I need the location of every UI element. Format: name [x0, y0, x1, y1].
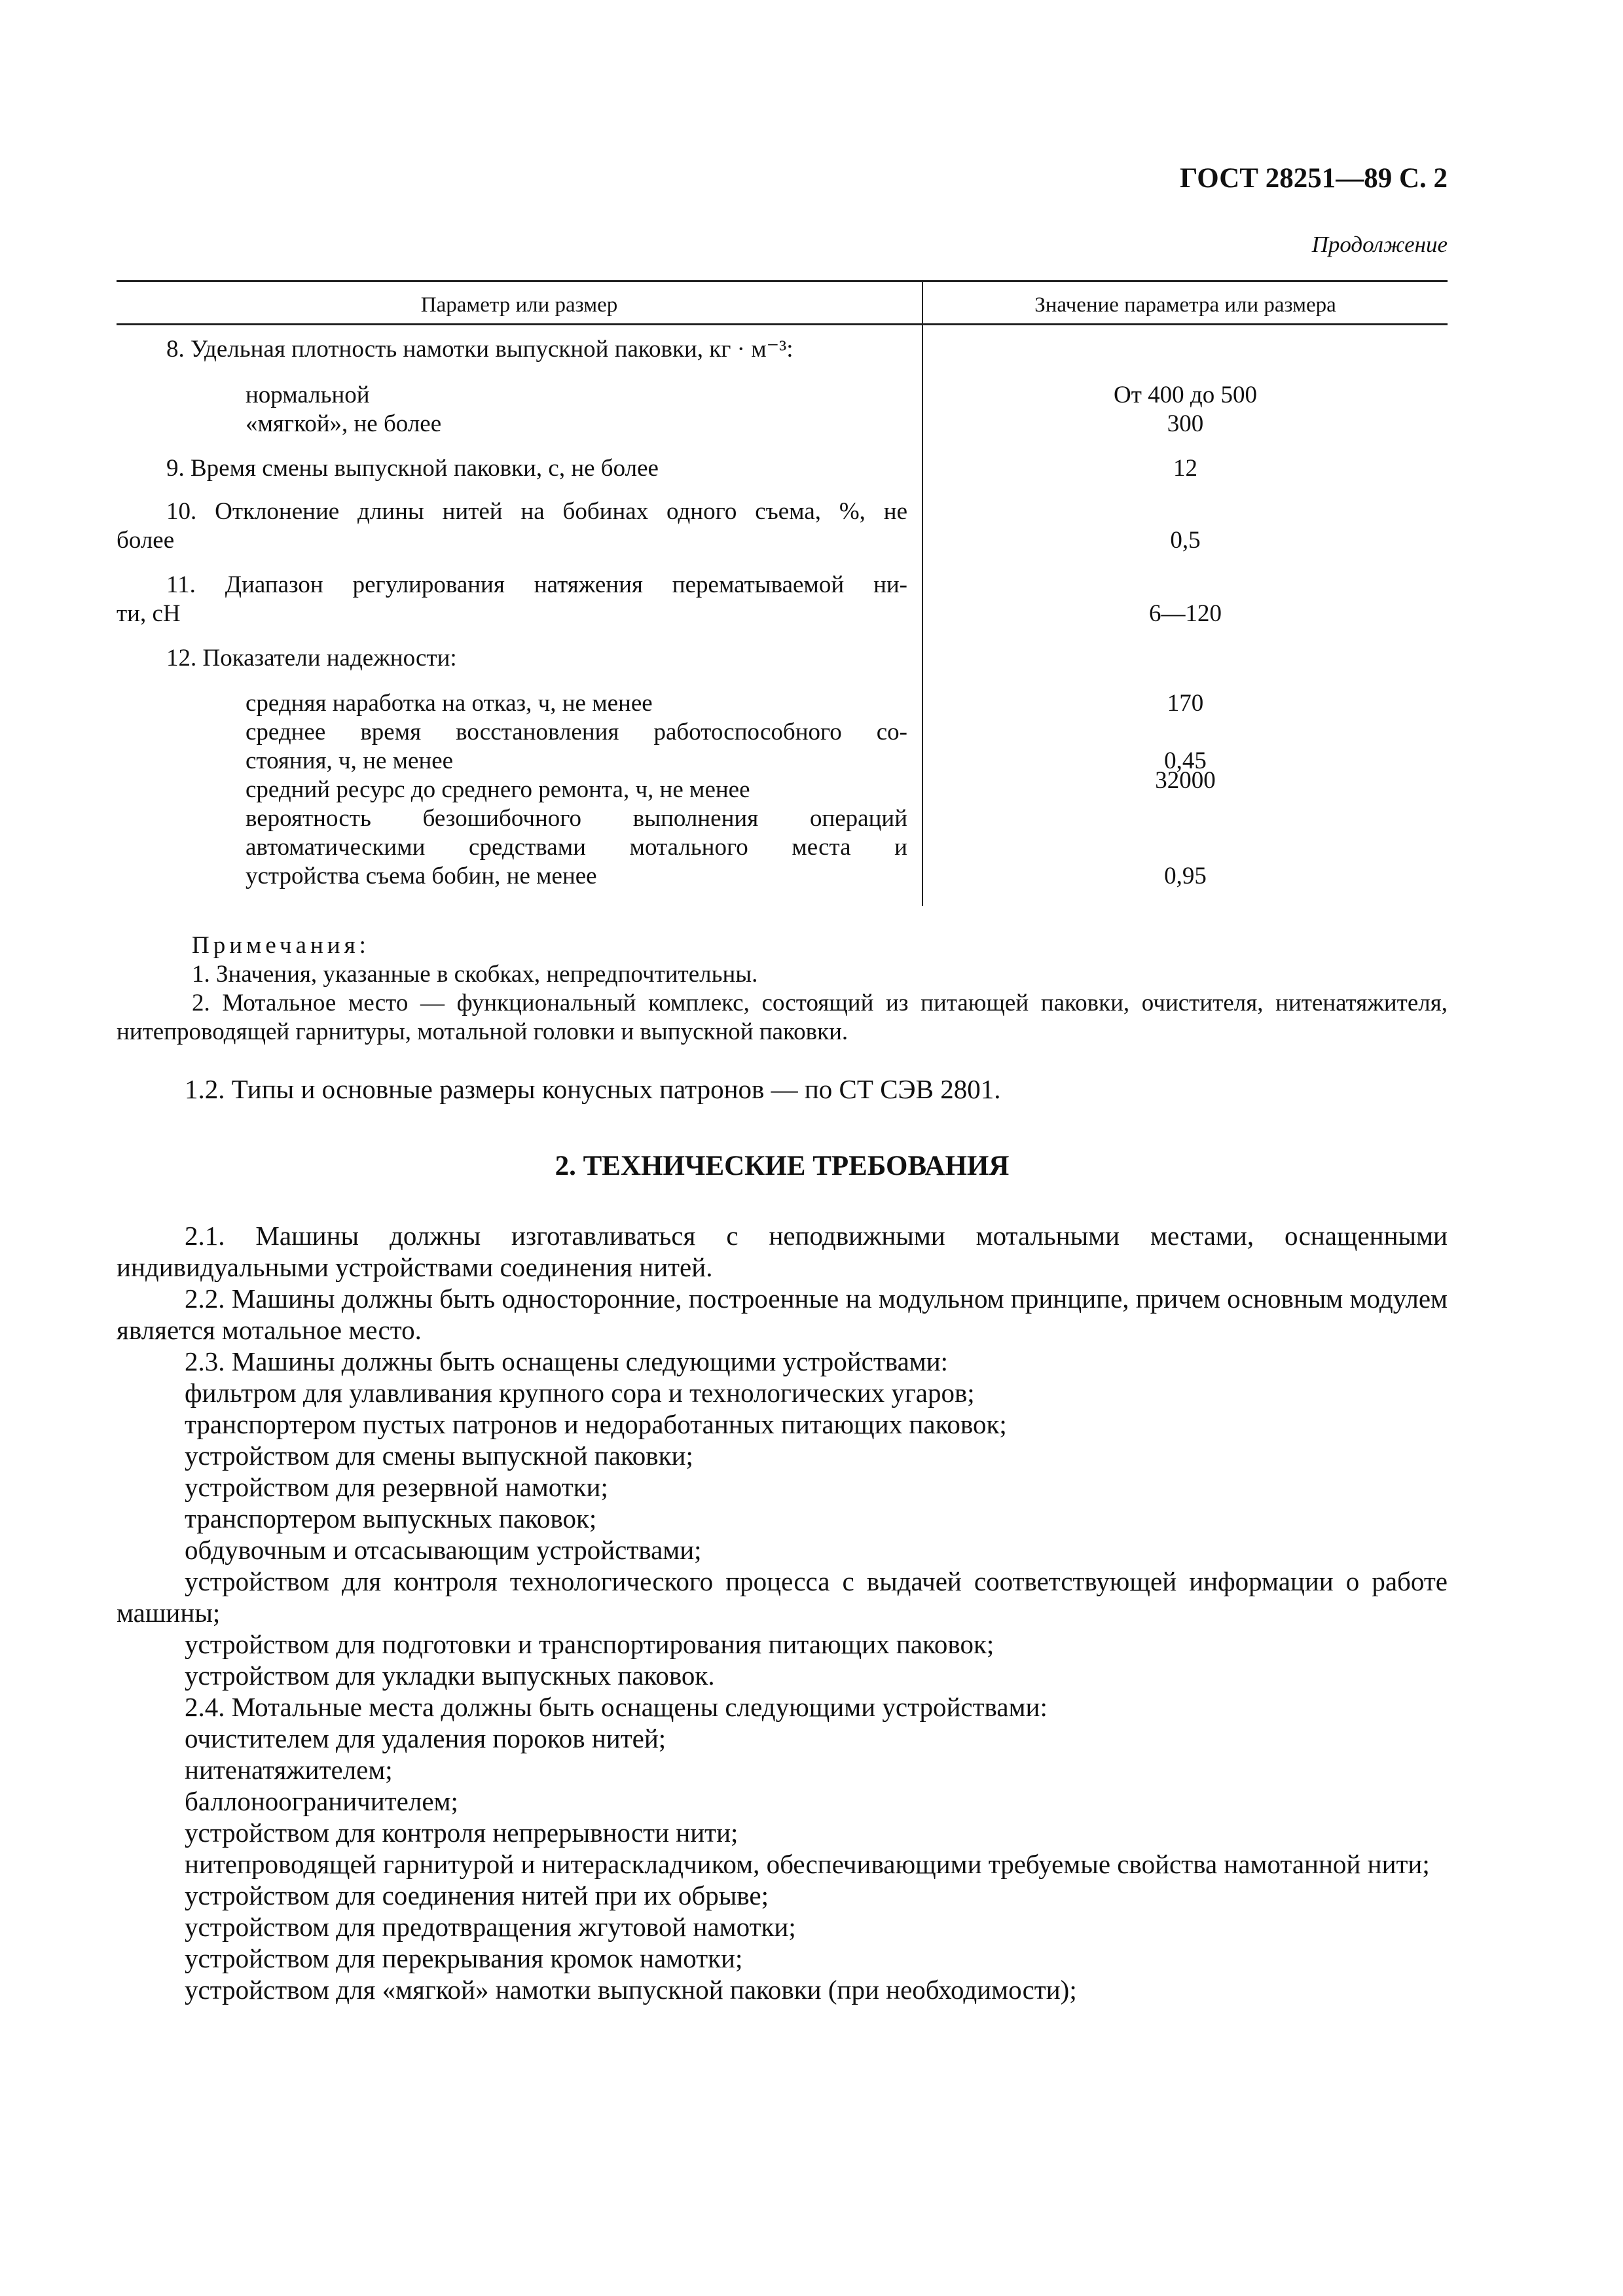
list-item: транспортером пустых патронов и недоработанных питающих паковок;	[185, 1409, 1007, 1439]
list-item: устройством для смены выпускной паковки;	[185, 1441, 693, 1471]
row-value: 32000	[1155, 767, 1216, 794]
list-item: устройством для перекрывания кромок намотки;	[185, 1943, 743, 1973]
row-value: 0,5	[1170, 527, 1201, 554]
list-item: устройством для резервной намотки;	[185, 1472, 608, 1502]
section-2-body	[117, 1220, 1448, 2005]
section-2-title: 2. ТЕХНИЧЕСКИЕ ТРЕБОВАНИЯ	[555, 1151, 1010, 1181]
column-header-parameter: Параметр или размер	[420, 293, 618, 317]
row-label-cont: ти, сН	[117, 600, 181, 627]
row-sub-label-cont: автоматическими средствами мотального места и	[246, 834, 907, 861]
clause-2-3: 2.3. Машины должны быть оснащены следующими устройствами:	[185, 1346, 949, 1376]
row-value: 300	[1167, 410, 1204, 437]
row-sub-label: средний ресурс до среднего ремонта, ч, не менее	[246, 776, 750, 803]
row-value: 0,45	[1164, 747, 1207, 774]
row-sub-label-cont: устройства съема бобин, не менее	[246, 863, 597, 889]
row-value: 0,95	[1164, 863, 1207, 889]
clause-2-1: 2.1. Машины должны изготавливаться с неподвижными мотальными местами, оснащенными индивидуальными устройствами соединения нитей.	[117, 1221, 1448, 1282]
table-header-rule	[117, 323, 1448, 325]
clause-1-2: 1.2. Типы и основные размеры конусных патронов — по СТ СЭВ 2801.	[185, 1074, 1001, 1104]
list-item: устройством для контроля технологического процесса с выдачей соответствующей информации о работе машины;	[117, 1566, 1448, 1628]
list-item: очистителем для удаления пороков нитей;	[185, 1723, 666, 1753]
row-label: 8. Удельная плотность намотки выпускной паковки, кг · м⁻³:	[166, 336, 793, 363]
list-item: устройством для предотвращения жгутовой намотки;	[185, 1912, 796, 1942]
row-value: 170	[1167, 690, 1204, 717]
row-label-cont: более	[117, 527, 175, 554]
list-item: нитепроводящей гарнитурой и нитераскладчиком, обеспечивающими требуемые свойства намотанной нити;	[185, 1849, 1430, 1879]
notes-title: Примечания:	[192, 932, 370, 959]
list-item: фильтром для улавливания крупного сора и технологических угаров;	[185, 1378, 975, 1408]
list-item: устройством для соединения нитей при их обрыве;	[185, 1880, 769, 1910]
row-sub-label: средняя наработка на отказ, ч, не менее	[246, 690, 653, 717]
row-value: 6—120	[1149, 600, 1222, 627]
list-item: транспортером выпускных паковок;	[185, 1503, 597, 1534]
list-item: устройством для контроля непрерывности нити;	[185, 1818, 739, 1848]
list-item: устройством для «мягкой» намотки выпускной паковки (при необходимости);	[185, 1975, 1077, 2005]
list-item: обдувочным и отсасывающим устройствами;	[185, 1535, 702, 1565]
table-column-divider	[922, 280, 923, 906]
continuation-label: Продолжение	[1311, 232, 1448, 257]
row-sub-label-cont: стояния, ч, не менее	[246, 747, 454, 774]
page-header: ГОСТ 28251—89 С. 2	[1179, 163, 1448, 194]
column-header-value: Значение параметра или размера	[1034, 293, 1336, 317]
list-item: нитенатяжителем;	[185, 1755, 393, 1785]
list-item: баллоноограничителем;	[185, 1786, 458, 1816]
row-sub-label: «мягкой», не более	[246, 410, 442, 437]
clause-2-4: 2.4. Мотальные места должны быть оснащены следующими устройствами:	[185, 1692, 1048, 1722]
row-value: От 400 до 500	[1114, 382, 1257, 408]
row-label: 12. Показатели надежности:	[166, 645, 457, 672]
note-2: 2. Мотальное место — функциональный комплекс, состоящий из питающей паковки, очистителя, нитенатяжителя, нитепроводящей гарнитуры, мотальной головки и выпускной паковки.	[117, 990, 1448, 1045]
row-label: 9. Время смены выпускной паковки, с, не более	[166, 455, 659, 482]
row-label: 10. Отклонение длины нитей на бобинах одного съема, %, не	[166, 498, 907, 525]
clause-2-2: 2.2. Машины должны быть односторонние, построенные на модульном принципе, причем основным модулем является мотальное место.	[117, 1283, 1448, 1345]
row-label: 11. Диапазон регулирования натяжения перематываемой ни-	[166, 571, 907, 598]
list-item: устройством для подготовки и транспортирования питающих паковок;	[185, 1629, 994, 1659]
row-sub-label: среднее время восстановления работоспособного со-	[246, 719, 907, 745]
row-sub-label: нормальной	[246, 382, 370, 408]
note-1: 1. Значения, указанные в скобках, непредпочтительны.	[192, 961, 758, 988]
list-item: устройством для укладки выпускных паковок.	[185, 1660, 715, 1691]
row-value: 12	[1173, 455, 1197, 482]
table-top-rule	[117, 280, 1448, 282]
table-notes	[117, 931, 1448, 1047]
row-sub-label: вероятность безошибочного выполнения операций	[246, 805, 907, 832]
